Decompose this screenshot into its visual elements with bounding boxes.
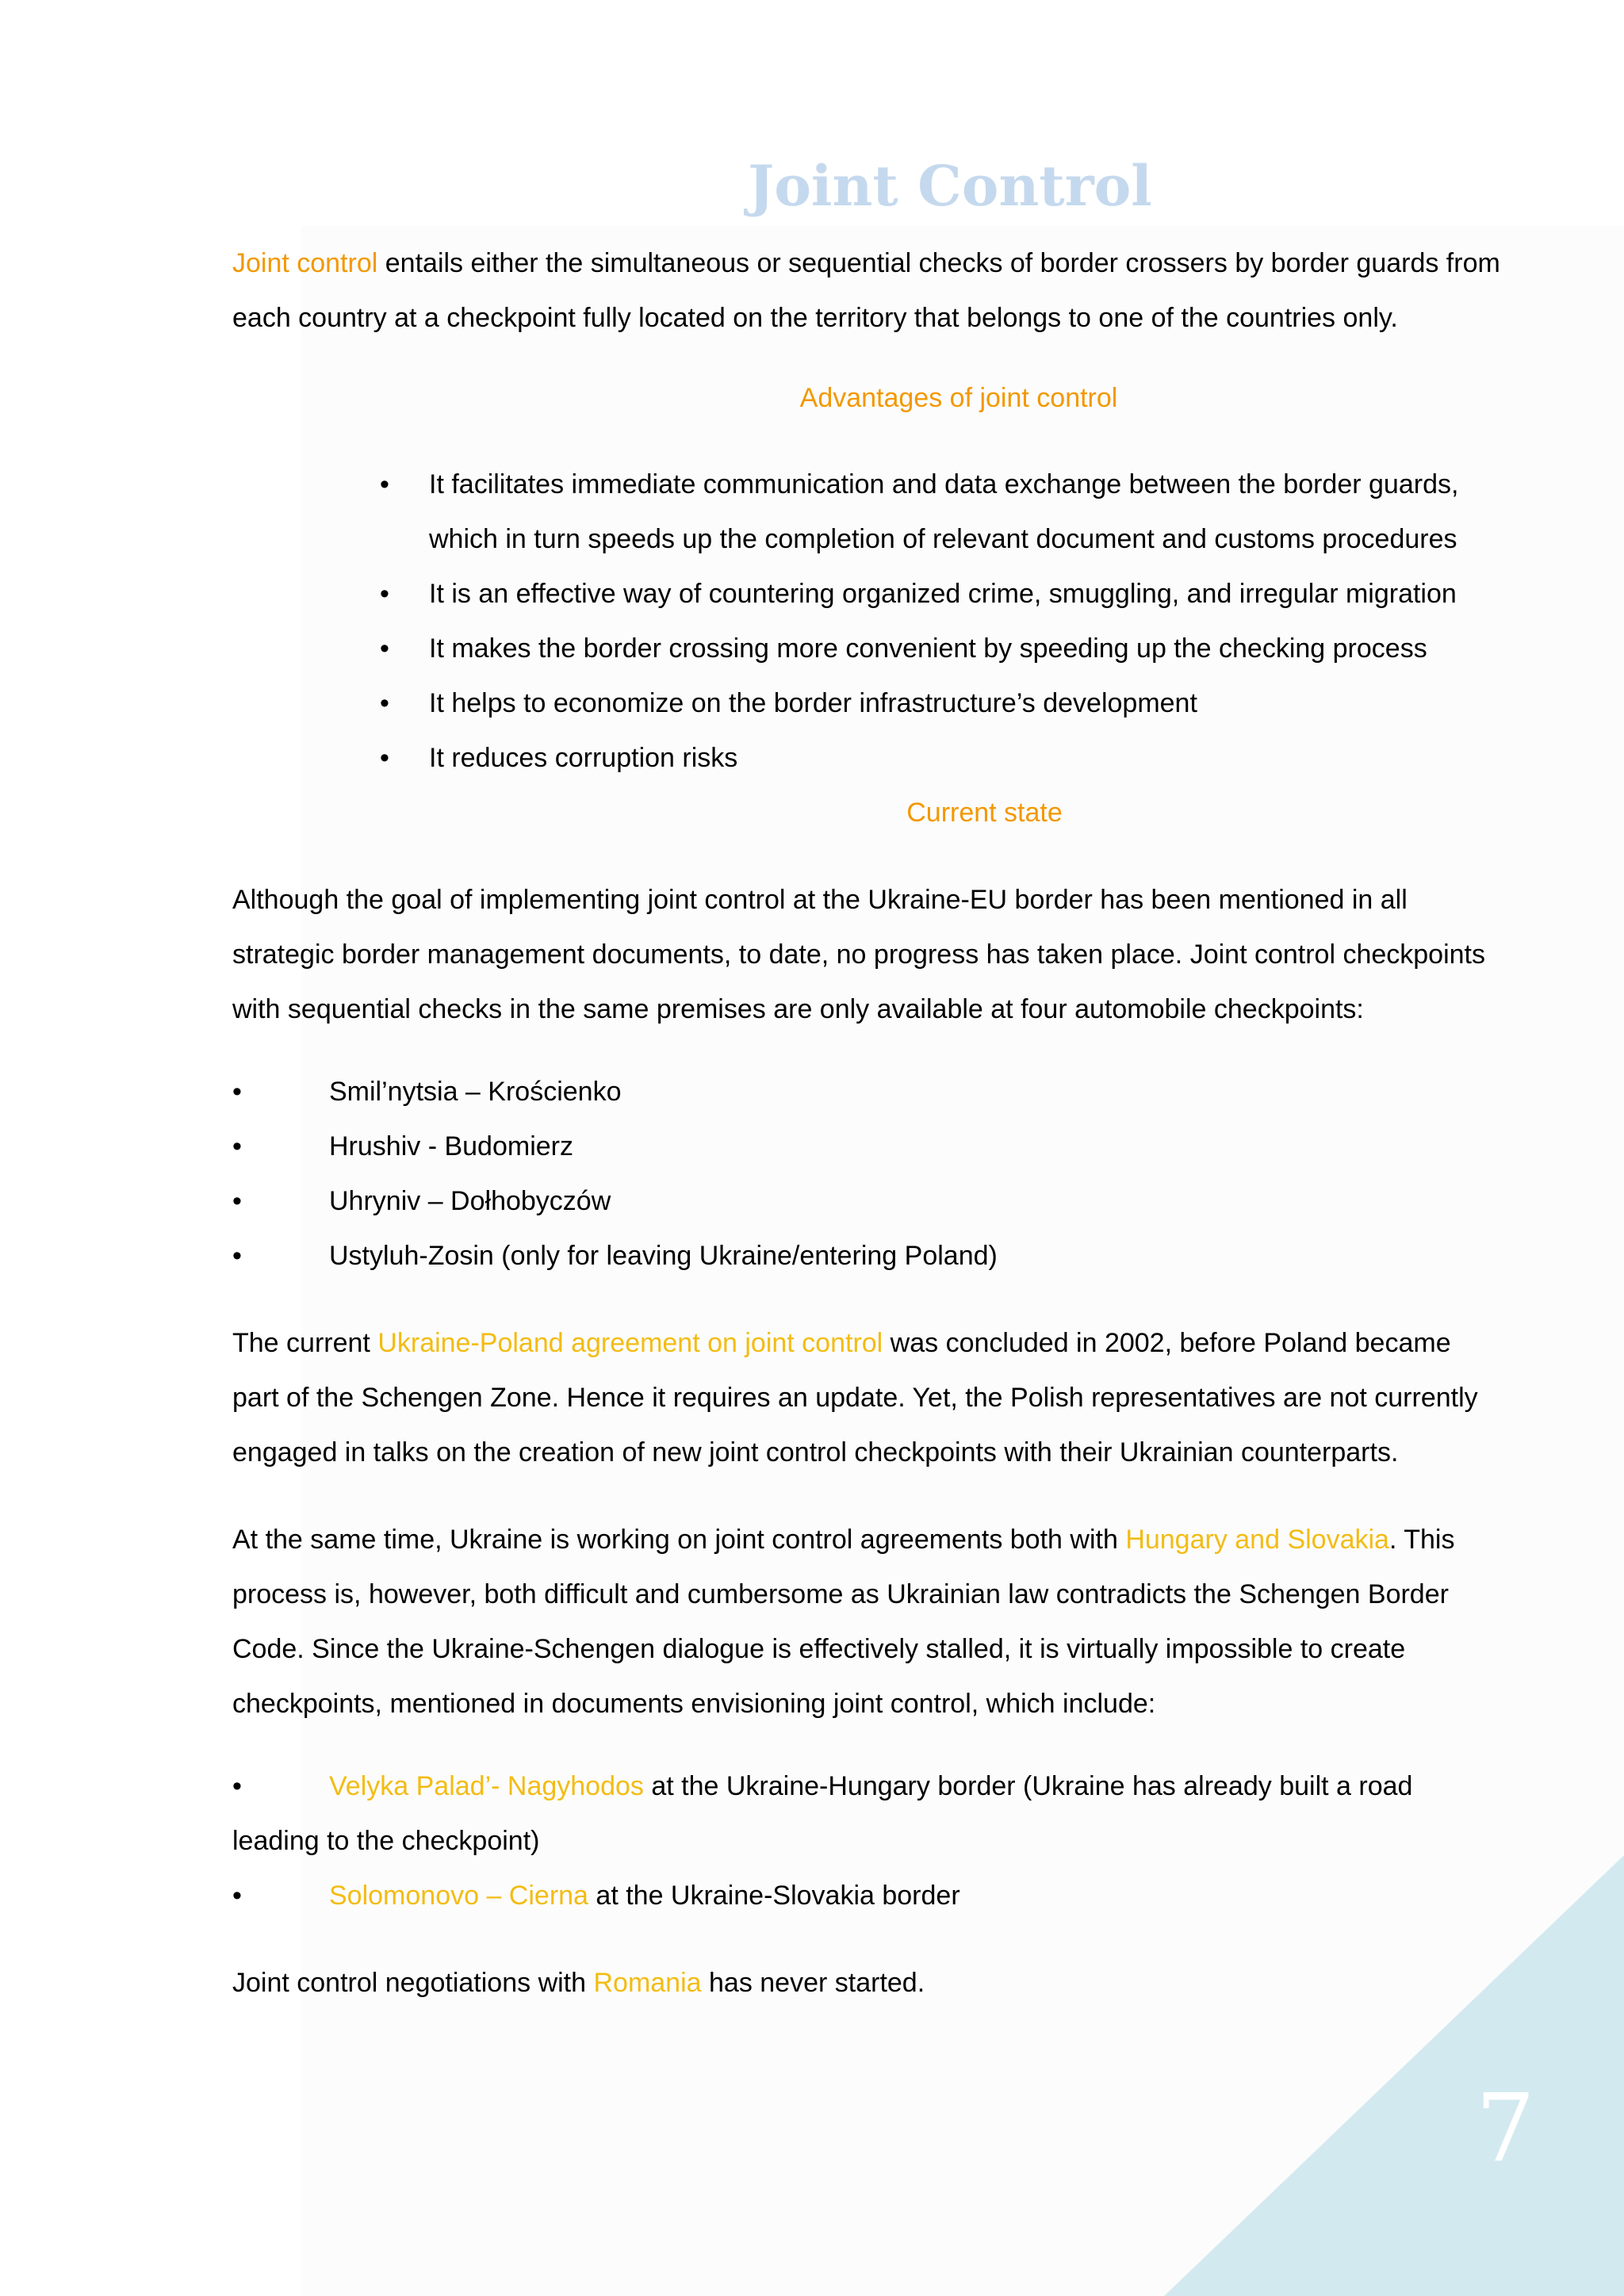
link-solomonovo[interactable]: Solomonovo – Cierna [329, 1881, 588, 1911]
list-item: • It makes the border crossing more convenient by speeding up the checking process [232, 622, 1501, 676]
list-item: • Solomonovo – Cierna at the Ukraine-Slovakia border [232, 1869, 1501, 1923]
link-hungary-slovakia[interactable]: Hungary and Slovakia [1125, 1525, 1389, 1555]
intro-paragraph [232, 236, 1501, 346]
bullet-icon: • [380, 688, 389, 718]
romania-paragraph: Joint control negotiations with Romania has never started. [232, 1968, 925, 1998]
bullet-icon: • [232, 1771, 242, 1801]
bullet-icon: • [232, 1186, 242, 1216]
current-state-paragraph: Although the goal of implementing joint control at the Ukraine-EU border has been mentioned in all strategic border management documents, to date, no progress has taken place. Joint control checkpoints with sequential checks in the same premises are only available at four automobile checkpoints: [232, 885, 1486, 1024]
page-number: 7 [1475, 2073, 1535, 2183]
list-item: • Uhryniv – Dołhobyczów [232, 1174, 1501, 1229]
advantages-list [232, 457, 1501, 786]
page-title: Joint Control [748, 153, 1152, 219]
list-item: • Ustyluh-Zosin (only for leaving Ukraine/entering Poland) [232, 1229, 1501, 1284]
hungary-slovakia-paragraph: At the same time, Ukraine is working on joint control agreements both with Hungary and Slovakia. This process is, however, both difficult and cumbersome as Ukrainian law contradicts the Schengen Border Code. Since the Ukraine-Schengen dialogue is effectively stalled, it is virtually impossible to create checkpoints, mentioned in documents envisioning joint control, which include: [232, 1525, 1455, 1719]
list-item: • Hrushiv - Budomierz [232, 1119, 1501, 1174]
list-item: • It is an effective way of countering organized crime, smuggling, and irregular migration [232, 567, 1501, 622]
bullet-icon: • [380, 469, 389, 499]
intro-text: entails either the simultaneous or sequential checks of border crossers by border guards from each country at a checkpoint fully located on the territory that belongs to one of the countries only. [232, 248, 1500, 333]
planned-checkpoint-list [232, 1759, 1501, 1923]
list-item: • Smil’nytsia – Krościenko [232, 1065, 1501, 1119]
list-item: • It reduces corruption risks [232, 731, 1501, 786]
bullet-icon: • [232, 1077, 242, 1107]
bullet-icon: • [232, 1241, 242, 1271]
advantages-heading: Advantages of joint control [799, 383, 1118, 413]
checkpoint-list [232, 1065, 1501, 1284]
link-poland-agreement[interactable]: Ukraine-Poland agreement on joint control [377, 1328, 883, 1358]
link-velyka-palad[interactable]: Velyka Palad’- Nagyhodos [329, 1771, 644, 1801]
bullet-icon: • [380, 743, 389, 773]
bullet-icon: • [380, 579, 389, 609]
bullet-icon: • [380, 633, 389, 664]
current-state-heading: Current state [906, 798, 1063, 828]
list-item: • Velyka Palad’- Nagyhodos at the Ukraine-Hungary border (Ukraine has already built a road leading to the checkpoint) [232, 1759, 1501, 1869]
link-romania[interactable]: Romania [593, 1968, 702, 1998]
bullet-icon: • [232, 1881, 242, 1911]
term-joint-control: Joint control [232, 248, 378, 278]
list-item: • It facilitates immediate communication and data exchange between the border guards, which in turn speeds up the completion of relevant document and customs procedures [232, 457, 1501, 567]
poland-agreement-paragraph: The current Ukraine-Poland agreement on joint control was concluded in 2002, before Poland became part of the Schengen Zone. Hence it requires an update. Yet, the Polish representatives are not currently engaged in talks on the creation of new joint control checkpoints with their Ukrainian counterparts. [232, 1328, 1478, 1468]
page-content [232, 151, 1501, 2011]
list-item: • It helps to economize on the border infrastructure’s development [232, 676, 1501, 731]
bullet-icon: • [232, 1131, 242, 1161]
